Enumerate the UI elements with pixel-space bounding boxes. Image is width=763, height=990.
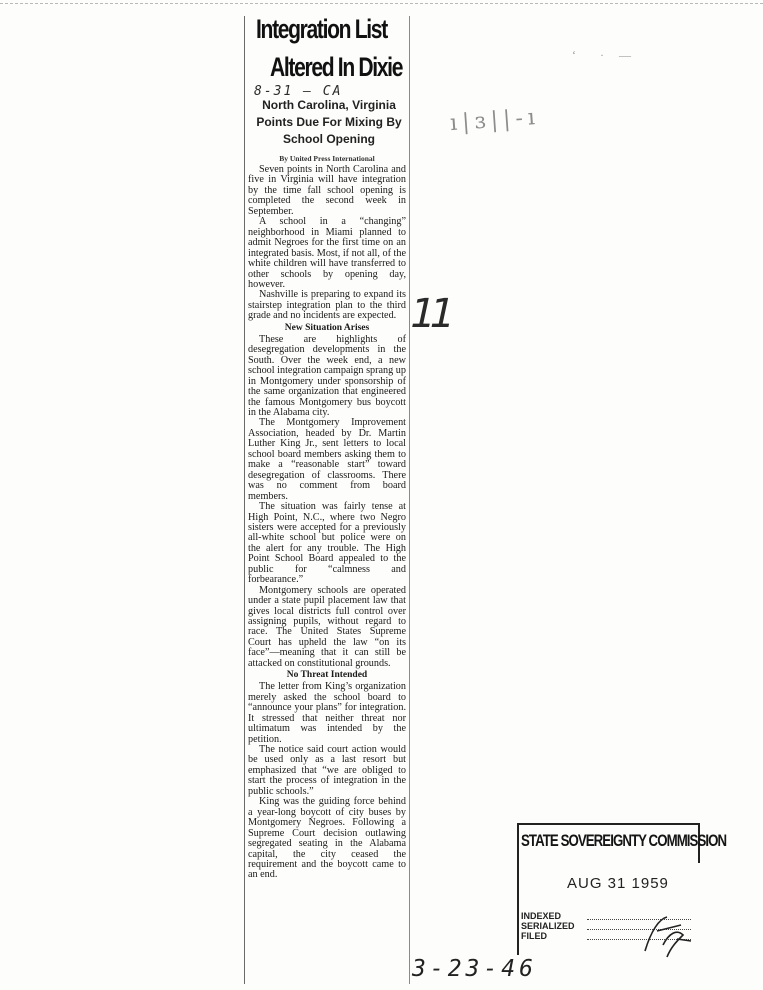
initials-signature-icon <box>637 911 697 961</box>
stamp-border-top <box>517 823 700 825</box>
article-paragraph: The letter from King’s organization merely asked the school board to “announce your plans” for integration. It stressed that neither threat nor ultimatum was intended by the petition. <box>248 681 406 745</box>
article-paragraph: These are highlights of desegregation developments in the South. Over the week end, a new school integration campaign sprang up in Montgomery under sponsorship of the same organization that engineered the famous Montgomery bus boycott in the Alabama city. <box>248 333 406 418</box>
article-paragraph: Seven points in North Carolina and five in Virginia will have integration by the time fall school opening is completed the second week in September. <box>248 164 406 217</box>
article-paragraph: A school in a “changing” neighborhood in Miami planned to admit Negroes for the first time on an integrated basis. Most, if not all, of the white children will have transferred to other schools by opening day, however. <box>248 216 406 290</box>
stamp-filed-label: FILED <box>521 931 547 941</box>
subheadline: North Carolina, Virginia Points Due For Mixing By School Opening <box>256 98 402 146</box>
article-paragraph: Nashville is preparing to expand its stairstep integration plan to the third grade and no incidents are expected. <box>248 289 406 322</box>
stamp-date: AUG 31 1959 <box>567 875 669 892</box>
article-body <box>248 165 406 881</box>
section-heading: No Threat Intended <box>286 670 368 681</box>
section-heading: New Situation Arises <box>284 322 370 333</box>
newspaper-clipping <box>244 10 410 988</box>
article-paragraph: Montgomery schools are operated under a state pupil placement law that gives local districts full control over assigning pupils, without regard to race. The United States Supreme Court has upheld the law “on its face”—meaning that it can still be attacked on constitutional grounds. <box>248 584 406 669</box>
article-paragraph: The situation was fairly tense at High Point, N.C., where two Negro sisters were accepted for a previously all-white school but police were on the alert for any trouble. The High Point School Board appealed to the public for “calmness and forbearance.” <box>248 501 406 586</box>
handwritten-file-number: 3-23-46 <box>412 956 537 982</box>
commission-stamp <box>517 823 727 955</box>
headline-line-1: Integration List <box>256 14 387 44</box>
stamp-border-left <box>517 823 519 955</box>
byline: By United Press International <box>279 154 375 163</box>
headline-line-2: Altered In Dixie <box>270 52 403 82</box>
article-paragraph: King was the guiding force behind a year-long boycott of city buses by Montgomery Negroes. Following a Supreme Court decision outlawing segregated seating in the Alabama capital, the city ceased the requirement and the boycott came to an end. <box>248 796 406 881</box>
page-top-border <box>0 3 763 4</box>
article-paragraph: The Montgomery Improvement Association, headed by Dr. Martin Luther King Jr., sent letters to local school board members asking them to make a “reasonable start” toward desegregation of classrooms. There was no comment from board members. <box>248 417 406 502</box>
handwritten-date-note: 8-31 — CA <box>254 84 343 99</box>
pencil-scribble: ı|ɜ||-ı <box>449 104 541 137</box>
stamp-indexed-label: INDEXED <box>521 911 562 921</box>
article-paragraph: The notice said court action would be used only as a last resort but emphasized that “we are obliged to start the process of integration in the public schools.” <box>248 744 406 797</box>
margin-mark: 11 <box>405 291 454 337</box>
stamp-title: STATE SOVEREIGNTY COMMISSION <box>521 831 727 850</box>
faint-pencil-marks: ‘ · — <box>572 48 637 62</box>
stamp-serialized-label: SERIALIZED <box>521 921 575 931</box>
